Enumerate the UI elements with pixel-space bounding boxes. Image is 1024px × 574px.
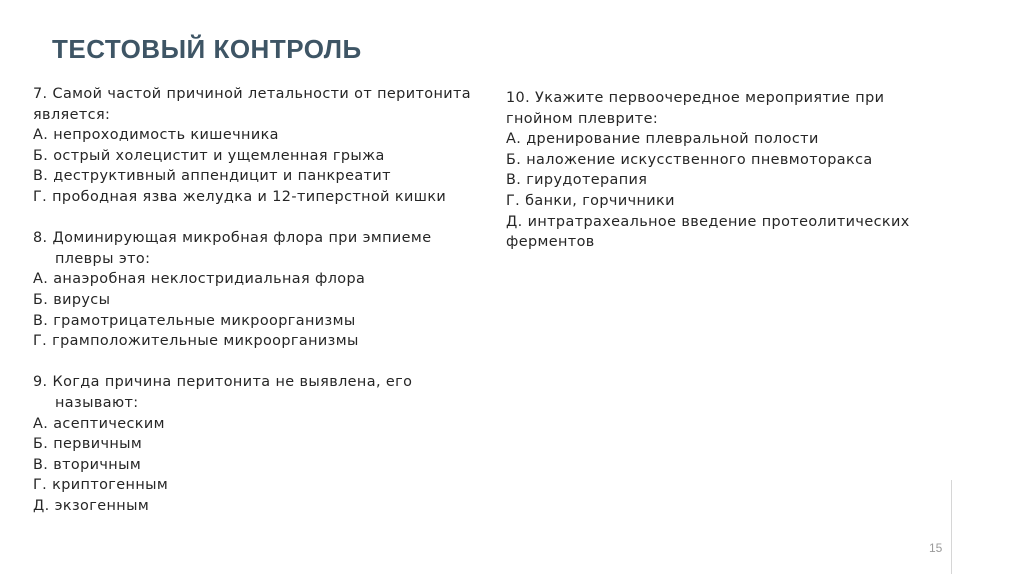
question-10 [506,88,956,253]
answer-option: В. грамотрицательные микроорганизмы [33,312,356,329]
slide-title: ТЕСТОВЫЙ КОНТРОЛЬ [52,34,362,64]
answer-option: Б. первичным [33,436,143,453]
question-8 [33,228,493,352]
answer-option: Г. грамположительные микроорганизмы [33,333,359,350]
question-text: 9. Когда причина перитонита не выявлена, его называют: [33,374,413,411]
question-7 [33,84,493,208]
answer-option: В. гирудотерапия [506,172,648,189]
answer-option: В. деструктивный аппендицит и панкреатит [33,168,391,185]
answer-option: В. вторичным [33,456,142,473]
answer-option: Б. наложение искусственного пневмоторакса [506,151,873,168]
answer-option: Б. вирусы [33,291,111,308]
question-text: 10. Укажите первоочередное мероприятие при гнойном плеврите: [506,90,885,127]
question-9 [33,372,493,516]
answer-option: Г. криптогенным [33,477,169,494]
answer-option: А. асептическим [33,415,165,432]
answer-option: Г. банки, горчичники [506,192,675,209]
page-number: 15 [929,541,943,555]
answer-option: Д. экзогенным [33,497,150,514]
divider-line [951,480,952,574]
answer-option: А. анаэробная неклостридиальная флора [33,271,366,288]
right-column [506,88,956,273]
question-text: 7. Самой частой причиной летальности от перитонита является: [33,86,472,123]
answer-option: А. дренирование плевральной полости [506,131,819,148]
left-column [33,84,493,537]
question-text: 8. Доминирующая микробная флора при эмпиеме плевры это: [33,230,432,267]
answer-option: А. непроходимость кишечника [33,127,279,144]
answer-option: Б. острый холецистит и ущемленная грыжа [33,147,385,164]
answer-option: Д. интратрахеальное введение протеолитических ферментов [506,213,910,251]
answer-option: Г. прободная язва желудка и 12-типерстной кишки [33,188,447,205]
